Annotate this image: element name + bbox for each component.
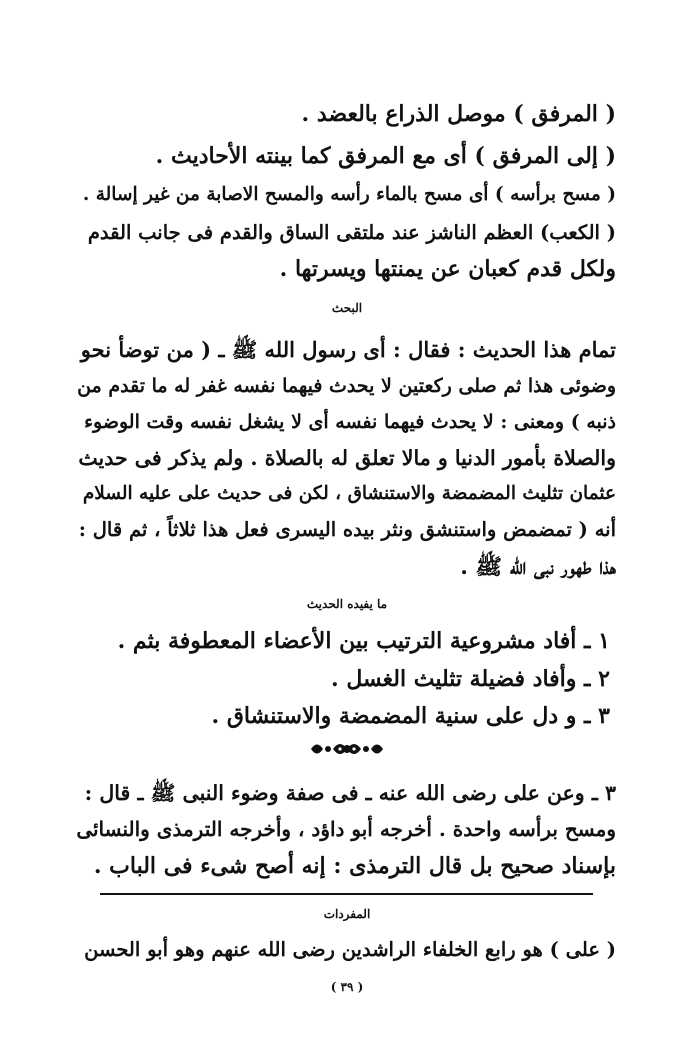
research-line-2: وضوئى هذا ثم صلى ركعتين لا يحدث فيهما نفسه غفر له ما تقدم من [77, 375, 616, 397]
definition-line-5: ولكل قدم كعبان عن يمنتها ويسرتها . [279, 256, 616, 282]
footnote-divider [100, 893, 593, 895]
floral-divider-icon [0, 737, 694, 767]
research-line-7: هذا طهور نبى الله ﷺ . [460, 554, 616, 580]
section-heading-vocabulary: المفردات [323, 907, 371, 921]
benefit-item-1: ١ ـ أفاد مشروعية الترتيب بين الأعضاء المعطوفة بثم . [117, 628, 610, 654]
definition-line-4: ( الكعب) العظم الناشز عند ملتقى الساق والقدم فى جانب القدم [87, 221, 616, 244]
hadith-line-2: ومسح برأسه واحدة . أخرجه أبو داؤد ، وأخرجه الترمذى والنسائى [76, 817, 616, 841]
definition-line-2: ( إلى المرفق ) أى مع المرفق كما بينته الأحاديث . [155, 143, 616, 169]
research-line-5: عثمان تثليث المضمضة والاستنشاق ، لكن فى حديث على عليه السلام [82, 483, 616, 504]
section-heading-research: البحث [331, 301, 363, 315]
vocabulary-line-1: ( على ) هو رابع الخلفاء الراشدين رضى الله عنهم وهو أبو الحسن [84, 938, 616, 961]
section-heading-benefits: ما يفيده الحديث [306, 597, 388, 611]
research-line-3: ذنبه ) ومعنى : لا يحدث فيهما نفسه أى لا يشغل نفسه وقت الوضوء [84, 411, 616, 433]
benefit-item-2: ٢ ـ وأفاد فضيلة تثليث الغسل . [331, 666, 610, 692]
research-line-4: والصلاة بأمور الدنيا و مالا تعلق له بالصلاة . ولم يذكر فى حديث [78, 446, 616, 470]
hadith-line-1: ٣ ـ وعن على رضى الله عنه ـ فى صفة وضوء النبى ﷺ ـ قال : [84, 781, 616, 805]
benefit-item-3: ٣ ـ و دل على سنية المضمضة والاستنشاق . [211, 703, 610, 729]
definition-line-1: ( المرفق ) موصل الذراع بالعضد . [301, 101, 616, 127]
research-line-6: أنه ( تمضمض واستنشق ونثر بيده اليسرى فعل هذا ثلاثاً ، ثم قال : [78, 518, 616, 541]
research-line-1: تمام هذا الحديث : فقال : أى رسول الله ﷺ ـ ( من توضأ نحو [80, 337, 616, 362]
hadith-line-3: بإسناد صحيح بل قال الترمذى : إنه أصح شىء فى الباب . [93, 853, 616, 879]
page-number: ( ٣٩ ) [330, 980, 364, 994]
definition-line-3: ( مسح برأسه ) أى مسح بالماء رأسه والمسح الاصابة من غير إسالة . [82, 184, 616, 205]
